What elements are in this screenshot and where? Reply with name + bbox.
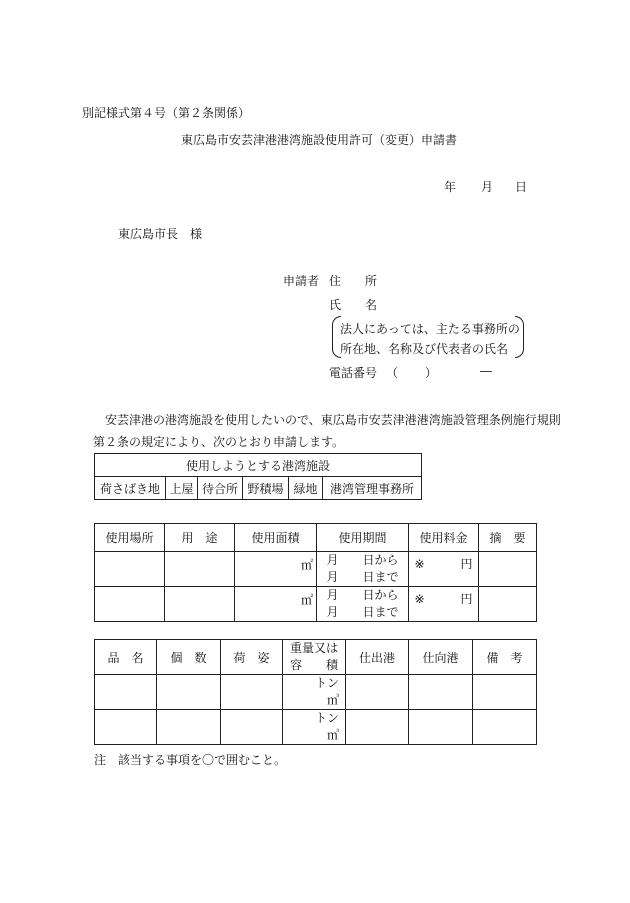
right-bracket xyxy=(515,316,524,358)
usage-area-cell: ㎡ xyxy=(235,587,317,622)
usage-purpose-cell xyxy=(165,587,235,622)
table-row xyxy=(95,710,537,745)
usage-table xyxy=(94,523,537,622)
cargo-cell xyxy=(157,675,221,710)
facility-option: 野積場 xyxy=(243,477,289,500)
cargo-cell xyxy=(346,710,409,745)
date-month: 月 xyxy=(481,180,494,194)
facility-table-header: 使用しようとする港湾施設 xyxy=(95,454,422,477)
cargo-header: 備 考 xyxy=(473,640,537,675)
form-title: 東広島市安芸津港港湾施設使用許可（変更）申請書 xyxy=(181,133,458,147)
phone-label: 電話番号 xyxy=(329,366,378,380)
cargo-cell xyxy=(346,675,409,710)
cargo-header: 品 名 xyxy=(95,640,157,675)
facility-option: 待合所 xyxy=(198,477,243,500)
usage-fee-cell: ※ 円 xyxy=(409,552,479,587)
usage-place-cell xyxy=(95,552,165,587)
cargo-cell xyxy=(409,710,473,745)
cargo-header: 仕出港 xyxy=(346,640,409,675)
cargo-weight-cell: トン ㎥ xyxy=(283,710,346,745)
cargo-header: 重量又は 容 積 xyxy=(283,640,346,675)
cargo-cell xyxy=(157,710,221,745)
usage-header: 使用期間 xyxy=(317,524,409,552)
usage-header: 摘 要 xyxy=(479,524,537,552)
usage-place-cell xyxy=(95,587,165,622)
facility-table xyxy=(94,453,422,500)
usage-period-cell: 月 日から 月 日まで xyxy=(317,552,409,587)
phone-paren-open: （ xyxy=(386,366,399,380)
cargo-cell xyxy=(473,675,537,710)
usage-remarks-cell xyxy=(479,587,537,622)
cargo-cell xyxy=(95,675,157,710)
usage-purpose-cell xyxy=(165,552,235,587)
cargo-header: 個 数 xyxy=(157,640,221,675)
cargo-header: 仕向港 xyxy=(409,640,473,675)
phone-paren-close: ） xyxy=(425,366,438,380)
cargo-table xyxy=(94,639,537,745)
name-label: 氏 名 xyxy=(329,298,378,312)
cargo-header: 荷 姿 xyxy=(221,640,283,675)
table-row xyxy=(95,587,537,622)
address-label: 住 所 xyxy=(329,274,378,288)
phone-dash: ― xyxy=(480,364,492,378)
form-number: 別記様式第４号（第２条関係） xyxy=(82,106,251,120)
cargo-cell xyxy=(409,675,473,710)
facility-option: 上屋 xyxy=(166,477,198,500)
cargo-cell xyxy=(221,710,283,745)
footnote: 注 該当する事項を〇で囲むこと。 xyxy=(94,753,287,767)
cargo-weight-cell: トン ㎥ xyxy=(283,675,346,710)
body-text-line1: 安芸津港の港湾施設を使用したいので、東広島市安芸津港港湾施設管理条例施行規則 xyxy=(105,413,561,427)
usage-header: 使用面積 xyxy=(235,524,317,552)
usage-header: 使用場所 xyxy=(95,524,165,552)
date-year: 年 xyxy=(444,180,457,194)
cargo-cell xyxy=(221,675,283,710)
usage-fee-cell: ※ 円 xyxy=(409,587,479,622)
usage-period-cell: 月 日から 月 日まで xyxy=(317,587,409,622)
usage-header: 使用料金 xyxy=(409,524,479,552)
corporate-note-line1: 法人にあっては、主たる事務所の xyxy=(340,322,520,336)
addressee: 東広島市長 様 xyxy=(118,227,203,241)
cargo-cell xyxy=(473,710,537,745)
facility-option: 港湾管理事務所 xyxy=(323,477,422,500)
facility-option: 荷さばき地 xyxy=(95,477,166,500)
body-text-line2: 第２条の規定により、次のとおり申請します。 xyxy=(93,435,345,449)
table-row xyxy=(95,675,537,710)
usage-area-cell: ㎡ xyxy=(235,552,317,587)
table-row xyxy=(95,552,537,587)
cargo-cell xyxy=(95,710,157,745)
corporate-note-line2: 所在地、名称及び代表者の氏名 xyxy=(340,342,509,356)
usage-remarks-cell xyxy=(479,552,537,587)
facility-option: 緑地 xyxy=(289,477,323,500)
applicant-label: 申請者 xyxy=(283,274,320,288)
usage-header: 用 途 xyxy=(165,524,235,552)
date-day: 日 xyxy=(515,180,528,194)
